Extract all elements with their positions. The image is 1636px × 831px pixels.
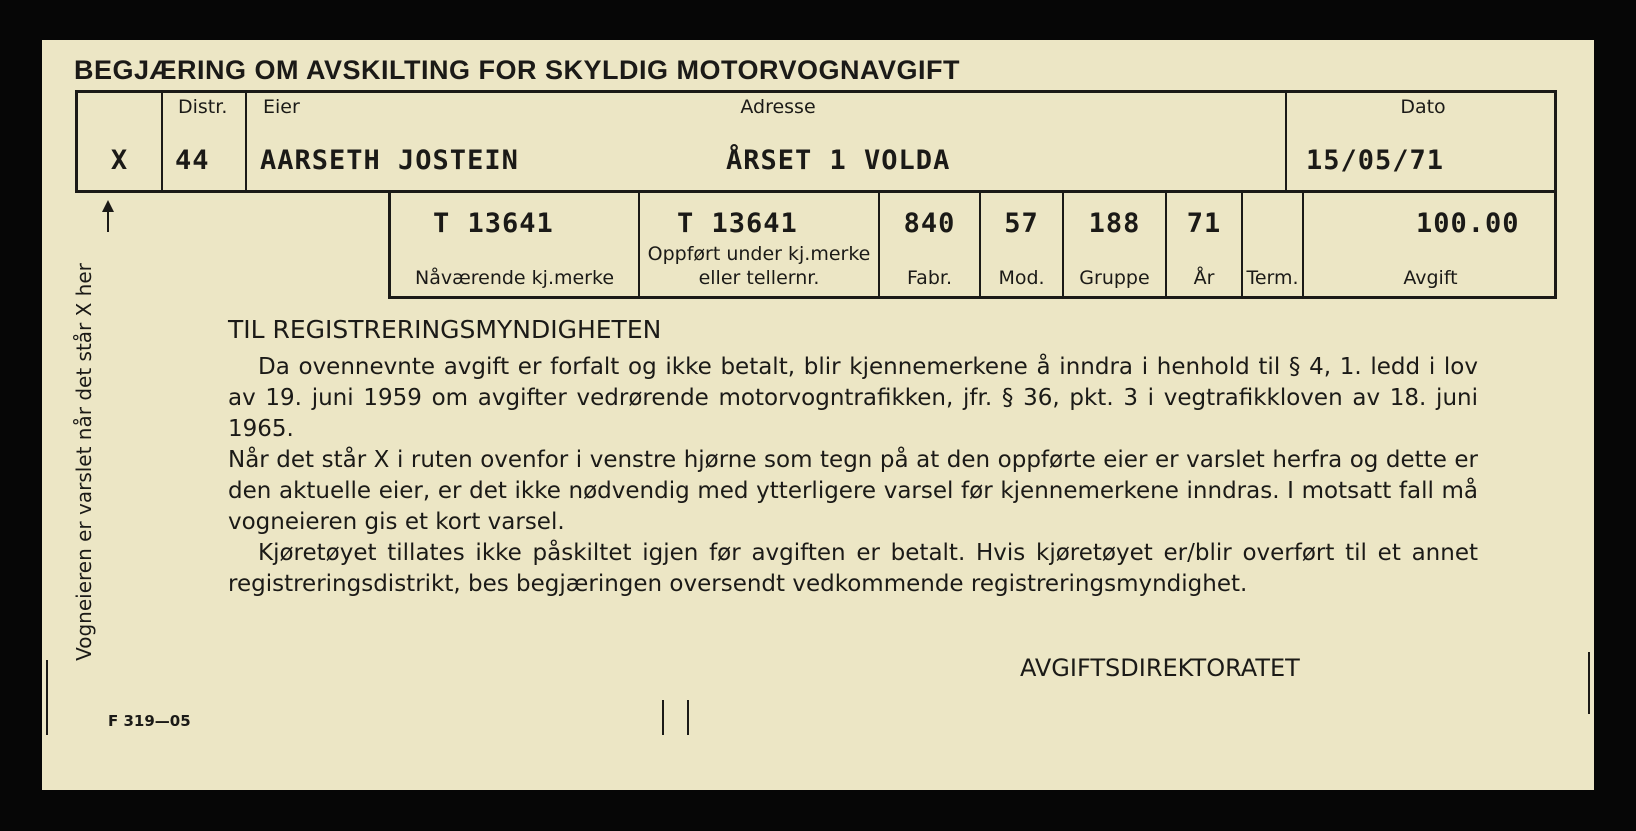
avgift-label: Avgift xyxy=(1403,267,1458,289)
left-edge-mark xyxy=(46,660,48,735)
form-code: F 319—05 xyxy=(108,712,191,730)
distr-label: Distr. xyxy=(178,96,228,118)
dato-label: Dato xyxy=(1400,96,1446,118)
paragraph-1: Da ovennevnte avgift er forfalt og ikke betalt, blir kjennemerkene å inndra i henhold til § 4, 1. ledd i lov av 19. juni 1959 om avgifter vedrørende motorvogntrafikken, jfr. § 36, pkt. 3 i vegtrafikkloven av 18. juni 1965. xyxy=(228,354,1478,442)
right-edge-mark xyxy=(1588,652,1590,714)
distr-value: 44 xyxy=(175,145,210,176)
form-document xyxy=(42,40,1594,790)
notified-mark: X xyxy=(110,145,129,176)
mod-value: 57 xyxy=(1004,208,1039,239)
adresse-value: ÅRSET 1 VOLDA xyxy=(726,145,951,176)
term-label: Term. xyxy=(1246,267,1299,289)
ar-value: 71 xyxy=(1186,208,1222,239)
body-heading: TIL REGISTRERINGSMYNDIGHETEN xyxy=(228,315,662,344)
eier-label: Eier xyxy=(263,96,300,118)
registered-plate-label-1: Oppført under kj.merke xyxy=(647,243,871,265)
header-table xyxy=(75,90,1557,193)
fold-mark-left xyxy=(662,700,664,735)
body-text xyxy=(228,352,1478,600)
fabr-value: 840 xyxy=(903,208,956,239)
current-plate-value: T 13641 xyxy=(433,208,554,239)
dato-value: 15/05/71 xyxy=(1306,145,1445,176)
paragraph-3: Kjøretøyet tillates ikke påskiltet igjen før avgiften er betalt. Hvis kjøretøyet er/blir overført til et annet registreringsdistrikt, bes begjæringen oversendt vedkommende registreringsmyndighet. xyxy=(228,540,1478,597)
eier-value: AARSETH JOSTEIN xyxy=(260,145,519,176)
ar-label: År xyxy=(1193,267,1215,289)
registered-plate-label-2: eller tellernr. xyxy=(698,267,820,289)
fabr-label: Fabr. xyxy=(907,267,952,289)
avgift-value: 100.00 xyxy=(1416,208,1520,239)
side-arrow xyxy=(98,200,118,232)
gruppe-label: Gruppe xyxy=(1079,267,1150,289)
adresse-label: Adresse xyxy=(740,96,816,118)
side-note: Vogneieren er varslet når det står X her xyxy=(72,263,96,661)
gruppe-value: 188 xyxy=(1088,208,1141,239)
paragraph-2: Når det står X i ruten ovenfor i venstre hjørne som tegn på at den oppførte eier er varslet herfra og dette er den aktuelle eier, er det ikke nødvendig med ytterligere varsel før kjennemerkene inndras. I motsatt fall må vogneieren gis et kort varsel. xyxy=(228,447,1478,535)
signature: AVGIFTSDIREKTORATET xyxy=(1020,654,1300,682)
form-title: BEGJÆRING OM AVSKILTING FOR SKYLDIG MOTORVOGNAVGIFT xyxy=(74,55,961,85)
current-plate-label: Nåværende kj.merke xyxy=(414,267,615,289)
registered-plate-value: T 13641 xyxy=(677,208,798,239)
fold-mark-right xyxy=(687,700,689,735)
vehicle-table xyxy=(388,190,1557,299)
mod-label: Mod. xyxy=(998,267,1045,289)
